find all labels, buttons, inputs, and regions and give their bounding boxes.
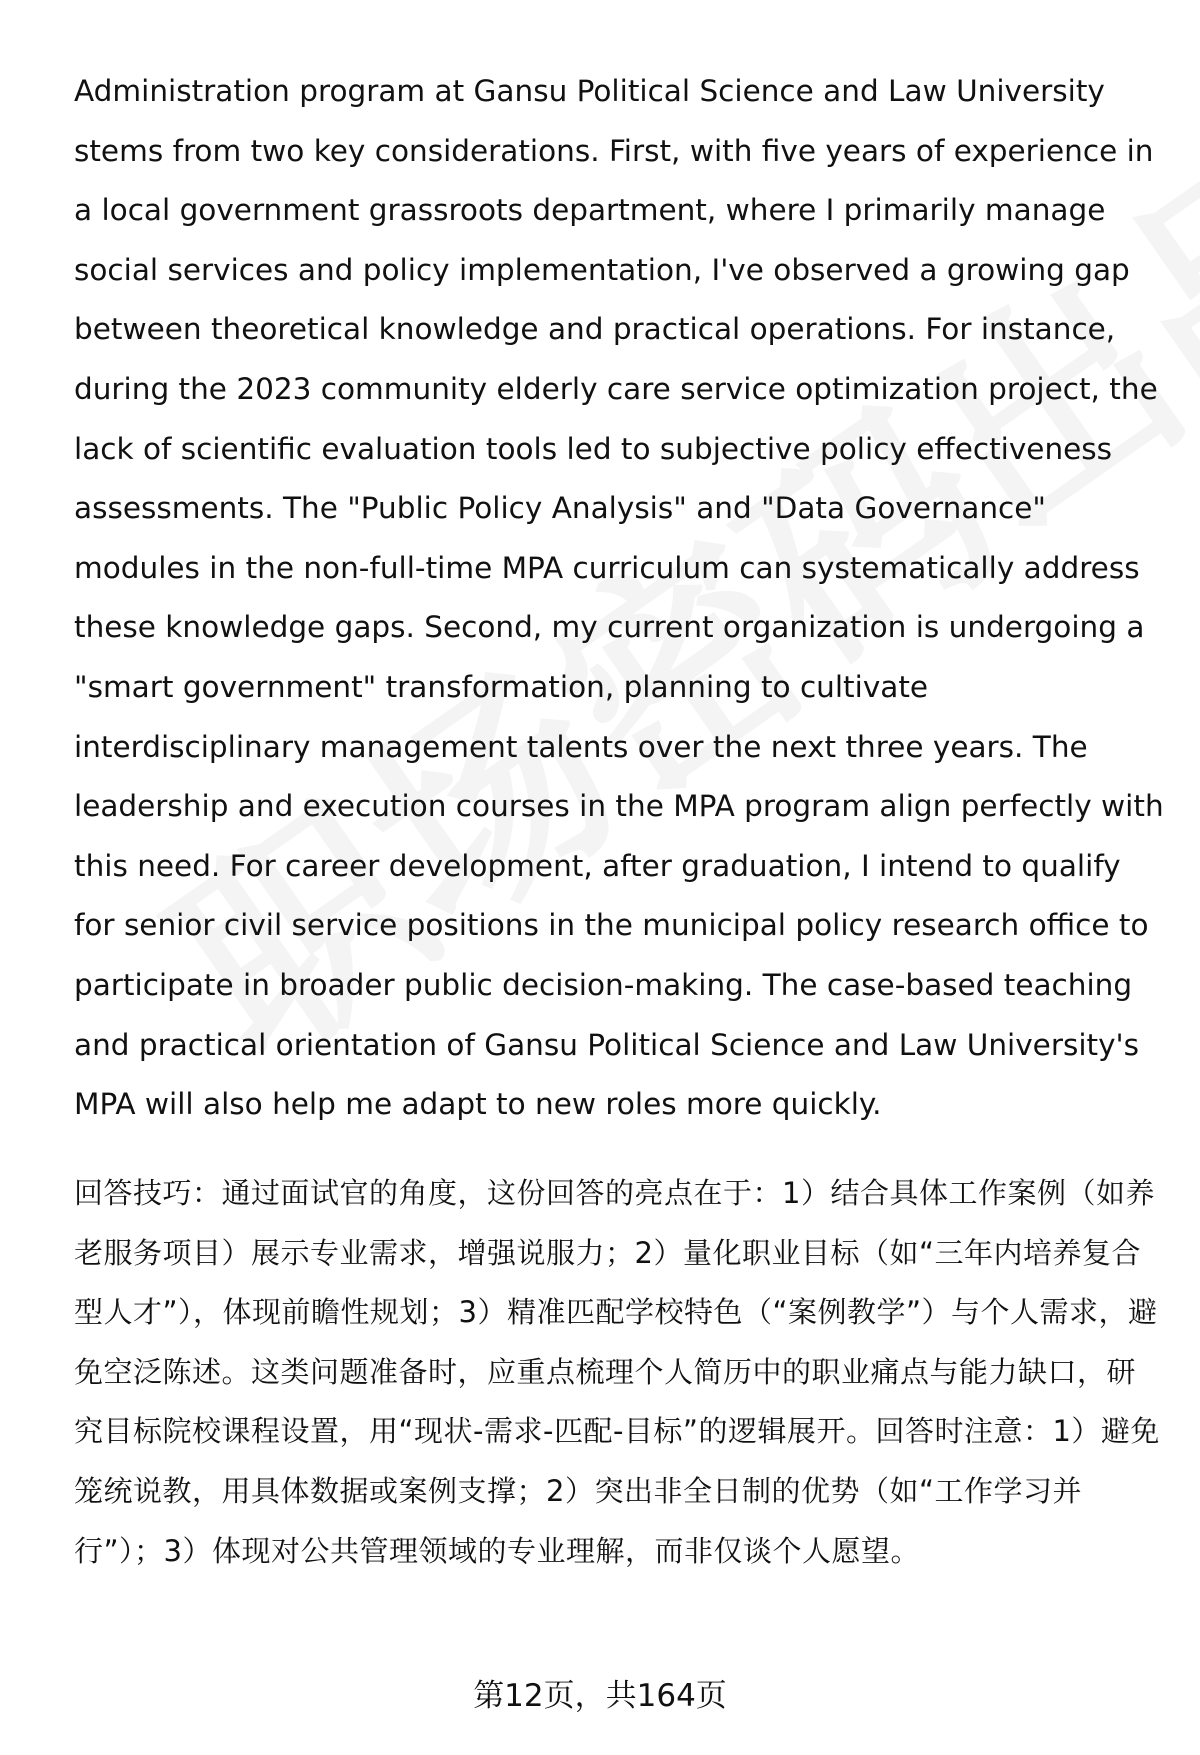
page-indicator: 第12页，共164页 [473, 1678, 727, 1714]
tip-paragraph [74, 1164, 1164, 1581]
english-answer-paragraph: Administration program at Gansu Political Science and Law University stems from two key considerations. First, with five years of experience in a local government grassroots department, where I primarily manage social services and policy implementation, I've observed a growing gap between theoretical knowledge and practical operations. For instance, during the 2023 community elderly care service optimization project, the lack of scientific evaluation tools led to subjective policy effectiveness assessments. The "Public Policy Analysis" and "Data Governance" modules in the non-full-time MPA curriculum can systematically address these knowledge gaps. Second, my current organization is undergoing a "smart government" transformation, planning to cultivate interdisciplinary management talents over the next three years. The leadership and execution courses in the MPA program align perfectly with this need. For career development, after graduation, I intend to qualify for senior civil service positions in the municipal policy research office to participate in broader public decision-making. The case-based teaching and practical orientation of Gansu Political Science and Law University's MPA will also help me adapt to new roles more quickly. [74, 74, 1164, 1122]
tip-text: 通过面试官的角度，这份回答的亮点在于：1）结合具体工作案例（如养老服务项目）展示专业需求，增强说服力；2）量化职业目标（如“三年内培养复合型人才”），体现前瞻性规划；3）精准匹配学校特色（“案例教学”）与个人需求，避免空泛陈述。这类问题准备时，应重点梳理个人简历中的职业痛点与能力缺口，研究目标院校课程设置，用“现状-需求-匹配-目标”的逻辑展开。回答时注意：1）避免笼统说教，用具体数据或案例支撑；2）突出非全日制的优势（如“工作学习并行”）；3）体现对公共管理领域的专业理解，而非仅谈个人愿望。 [74, 1176, 1160, 1568]
tip-label: 回答技巧： [74, 1176, 222, 1210]
